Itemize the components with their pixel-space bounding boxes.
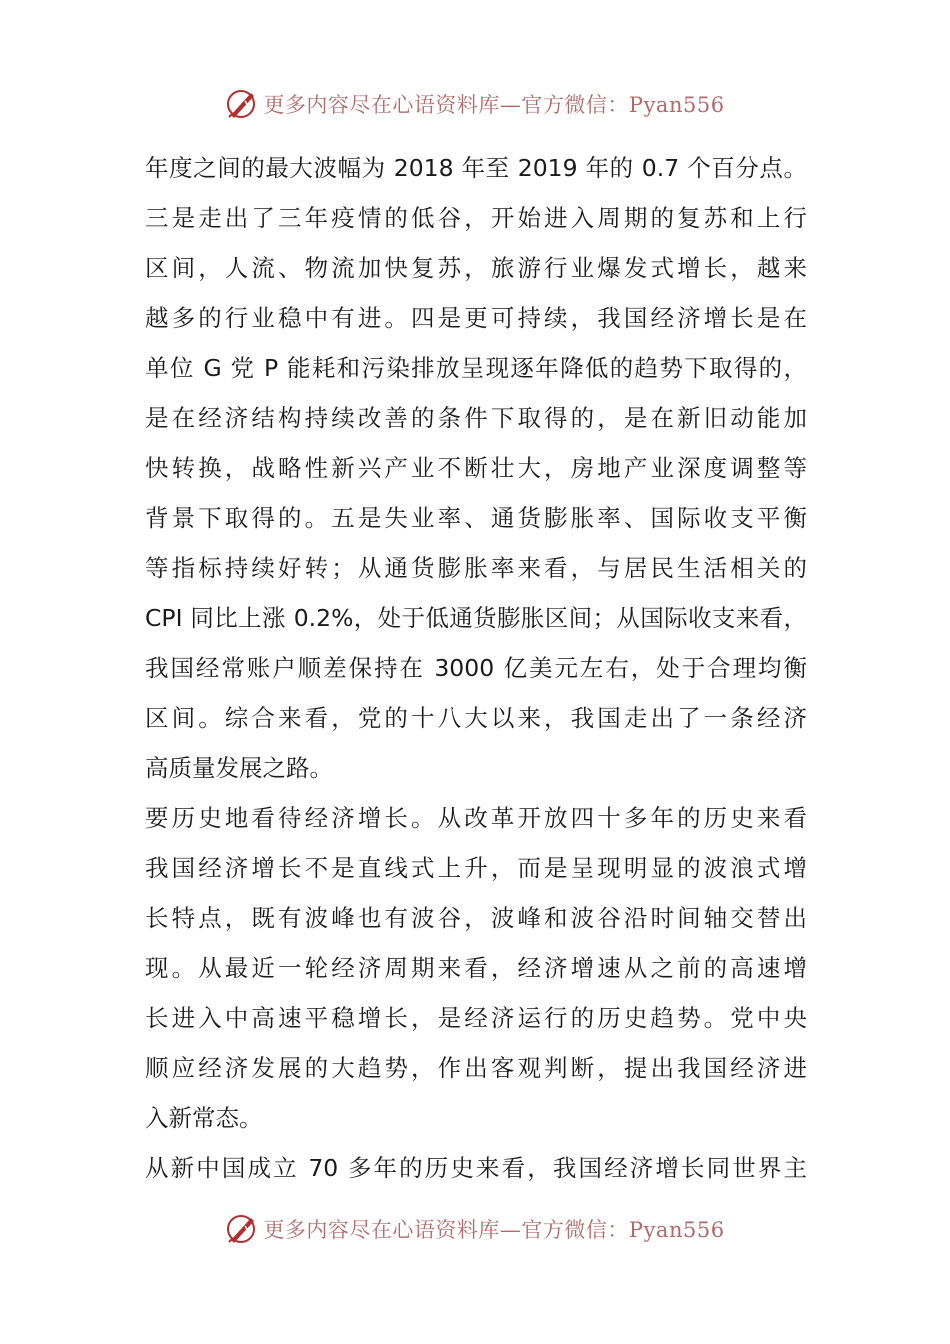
text-line: 现。从最近一轮经济周期来看，经济增速从之前的高速增 [145,954,807,982]
text-line: 要历史地看待经济增长。从改革开放四十多年的历史来看 [145,804,807,832]
text-line: 是在经济结构持续改善的条件下取得的，是在新旧动能加 [145,404,807,432]
footer-banner-text: 更多内容尽在心语资料库—官方微信：Pyan556 [263,1218,725,1242]
pen-logo-icon [225,1212,259,1246]
text-line: 快转换，战略性新兴产业不断壮大，房地产业深度调整等 [145,454,807,482]
text-line: 区间。综合来看，党的十八大以来，我国走出了一条经济 [145,704,807,732]
text-line: 长进入中高速平稳增长，是经济运行的历史趋势。党中央 [145,1004,807,1032]
text-line: 高质量发展之路。 [145,754,333,782]
text-line: 我国经济增长不是直线式上升，而是呈现明显的波浪式增 [145,854,807,882]
text-line: 单位 G 党 P 能耗和污染排放呈现逐年降低的趋势下取得的， [145,354,807,382]
text-line: 年度之间的最大波幅为 2018 年至 2019 年的 0.7 个百分点。 [145,154,807,182]
text-line: 顺应经济发展的大趋势，作出客观判断，提出我国经济进 [145,1054,807,1082]
header-banner [0,82,950,126]
text-line: 越多的行业稳中有进。四是更可持续，我国经济增长是在 [145,304,807,332]
text-line: 区间，人流、物流加快复苏，旅游行业爆发式增长，越来 [145,254,807,282]
document-body [145,143,807,1193]
header-banner-text: 更多内容尽在心语资料库—官方微信：Pyan556 [263,93,725,117]
text-line: 我国经常账户顺差保持在 3000 亿美元左右，处于合理均衡 [145,654,807,682]
text-line: CPI 同比上涨 0.2%，处于低通货膨胀区间；从国际收支来看， [145,604,807,632]
text-line: 三是走出了三年疫情的低谷，开始进入周期的复苏和上行 [145,204,807,232]
text-line: 从新中国成立 70 多年的历史来看，我国经济增长同世界主 [145,1154,807,1182]
text-line: 长特点，既有波峰也有波谷，波峰和波谷沿时间轴交替出 [145,904,807,932]
text-line: 等指标持续好转；从通货膨胀率来看，与居民生活相关的 [145,554,807,582]
pen-logo-icon [225,87,259,121]
text-line: 背景下取得的。五是失业率、通货膨胀率、国际收支平衡 [145,504,807,532]
footer-banner [0,1207,950,1251]
text-line: 入新常态。 [145,1104,263,1132]
